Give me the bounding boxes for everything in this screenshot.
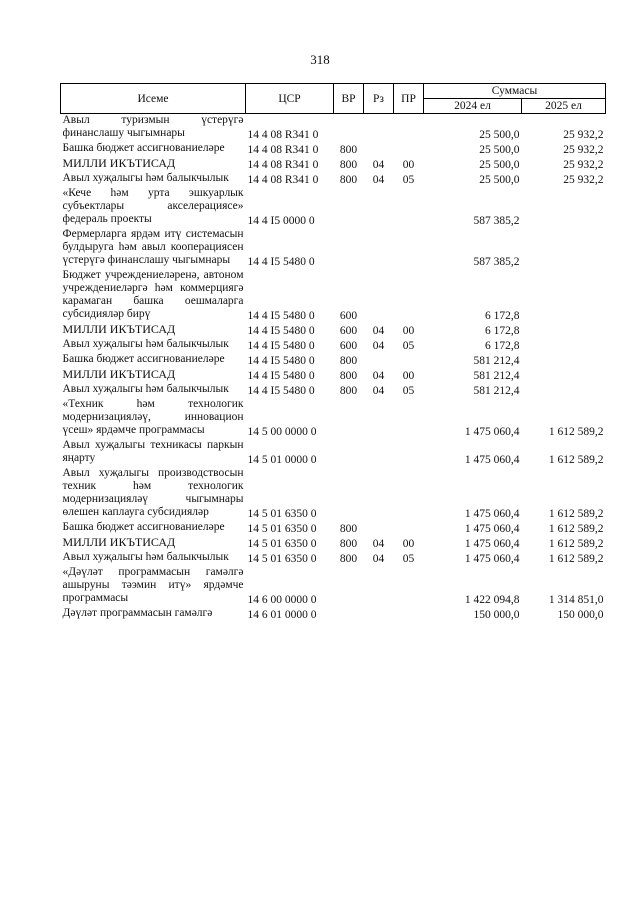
row-pr [394,353,424,368]
row-vr: 800 [339,538,358,550]
row-sum-2025: 1 612 589,2 [548,523,604,535]
row-csr: 14 4 I5 5480 0 [247,340,315,352]
row-name: Башка бюджет ассигнованиеләре [62,521,225,533]
row-sum-2024: 25 500,0 [479,174,520,186]
row-sum-2025: 1 612 589,2 [548,454,604,466]
row-rz [364,467,394,521]
row-name: МИЛЛИ ИКЪТИСАД [62,156,176,170]
row-name: Авыл туризмын үстерүгә финанслашу чыгымнары [62,114,244,139]
row-pr: 05 [402,340,415,352]
row-pr: 05 [402,174,415,186]
row-csr: 14 4 I5 5480 0 [247,370,315,382]
row-pr [394,607,424,622]
table-row [61,142,606,157]
row-csr: 14 5 01 0000 0 [247,454,317,466]
row-rz [364,607,394,622]
row-vr [334,467,364,521]
row-name: МИЛЛИ ИКЪТИСАД [62,535,176,549]
row-vr [334,566,364,607]
table-row [61,398,606,439]
row-sum-2025 [522,323,606,338]
row-sum-2025: 25 932,2 [563,144,604,156]
row-sum-2024: 1 475 060,4 [464,523,520,535]
row-rz: 04 [372,340,385,352]
header-name: Исеме [61,84,246,114]
row-sum-2025: 25 932,2 [563,159,604,171]
row-vr [334,607,364,622]
row-sum-2024: 25 500,0 [479,159,520,171]
table-row [61,269,606,323]
row-pr [394,142,424,157]
row-rz [364,142,394,157]
row-sum-2025: 1 612 589,2 [548,553,604,565]
row-pr: 05 [402,385,415,397]
row-name: Дәүләт программасын гамәлгә [62,607,213,619]
row-vr: 600 [339,340,358,352]
row-pr [394,439,424,467]
row-sum-2025: 1 612 589,2 [548,538,604,550]
row-name: МИЛЛИ ИКЪТИСАД [62,322,176,336]
row-rz [364,114,394,143]
row-pr: 00 [402,325,415,337]
table-row [61,172,606,187]
row-rz: 04 [372,553,385,565]
row-rz [364,439,394,467]
row-rz [364,187,394,228]
table-row [61,114,606,143]
row-pr [394,566,424,607]
row-vr: 800 [339,174,358,186]
row-vr: 800 [339,355,358,367]
page-number: 318 [310,52,330,67]
table-row [61,439,606,467]
row-name: Авыл хуҗалыгы техникасы паркын яңарту [62,439,244,464]
row-rz [364,566,394,607]
table-row [61,323,606,338]
row-csr: 14 4 08 R341 0 [247,129,319,141]
table-row [61,187,606,228]
header-rz: Рз [364,84,394,114]
row-name: Фермерларга ярдәм итү системасын булдыруга һәм авыл кооперациясен үстерүгә финанслашу чыгымнары [62,228,244,266]
table-row [61,607,606,622]
row-pr [394,398,424,439]
table-row [61,353,606,368]
row-vr [334,114,364,143]
row-sum-2025: 1 612 589,2 [548,426,604,438]
row-csr: 14 4 I5 5480 0 [247,355,315,367]
table-row [61,368,606,383]
table-header [61,84,606,114]
table-row [61,536,606,551]
header-pr: ПР [394,84,424,114]
row-name: Авыл хуҗалыгы производствосын техник һәм технологик модернизацияләү чыгымнары өлешен каплауга субсидияләр [62,467,244,518]
row-sum-2024: 25 500,0 [479,144,520,156]
row-pr: 00 [402,370,415,382]
row-sum-2025: 150 000,0 [557,609,604,621]
row-sum-2024: 587 385,2 [473,215,520,227]
row-sum-2024: 6 172,8 [485,325,520,337]
row-name: «Техник һәм технологик модернизацияләү, инновацион үсеш» ярдәмче программасы [62,398,244,436]
row-csr: 14 5 01 6350 0 [247,523,317,535]
row-sum-2025: 25 932,2 [563,129,604,141]
row-vr: 800 [339,523,358,535]
row-sum-2025 [522,338,606,353]
row-vr [334,187,364,228]
row-vr [334,439,364,467]
row-vr: 800 [339,553,358,565]
row-pr [394,521,424,536]
row-rz: 04 [372,325,385,337]
row-rz [364,353,394,368]
row-csr: 14 5 00 0000 0 [247,426,317,438]
row-sum-2025 [522,383,606,398]
row-sum-2024: 150 000,0 [473,609,520,621]
row-name: Авыл хуҗалыгы һәм балыкчылык [62,338,229,350]
row-name: Авыл хуҗалыгы һәм балыкчылык [62,383,229,395]
row-pr [394,269,424,323]
row-rz: 04 [372,174,385,186]
table-row [61,228,606,269]
row-sum-2024: 581 212,4 [473,370,520,382]
row-csr: 14 4 08 R341 0 [247,174,319,186]
row-sum-2024: 587 385,2 [473,256,520,268]
row-vr: 800 [339,144,358,156]
row-sum-2025: 1 612 589,2 [548,508,604,520]
row-sum-2024: 1 475 060,4 [464,454,520,466]
table-row [61,338,606,353]
row-rz [364,521,394,536]
row-vr: 800 [339,385,358,397]
row-sum-2025 [522,353,606,368]
row-name: Бюджет учреждениеләренә, автоном учреждениеләргә һәм коммерциягә карамаган башка оешмаларга субсидияләр бирү [62,269,244,320]
row-name: Башка бюджет ассигнованиеләре [62,353,225,365]
row-sum-2024: 1 422 094,8 [464,594,520,606]
row-csr: 14 5 01 6350 0 [247,508,317,520]
row-csr: 14 4 08 R341 0 [247,159,319,171]
table-body [61,114,606,623]
row-sum-2024: 581 212,4 [473,385,520,397]
row-sum-2025: 25 932,2 [563,174,604,186]
table-row [61,566,606,607]
table-row [61,467,606,521]
row-name: Авыл хуҗалыгы һәм балыкчылык [62,551,229,563]
row-sum-2025 [522,187,606,228]
row-csr: 14 6 00 0000 0 [247,594,317,606]
row-sum-2025 [522,368,606,383]
row-rz: 04 [372,159,385,171]
row-rz: 04 [372,385,385,397]
row-csr: 14 4 I5 5480 0 [247,256,315,268]
row-vr: 800 [339,370,358,382]
row-sum-2025 [522,228,606,269]
row-rz: 04 [372,370,385,382]
row-name: «Дәүләт программасын гамәлгә ашыруны тәэмин итү» ярдәмче программасы [62,566,244,604]
header-year-2025: 2025 ел [522,99,606,114]
row-sum-2025 [522,269,606,323]
row-rz [364,228,394,269]
row-vr: 600 [339,325,358,337]
row-csr: 14 4 I5 5480 0 [247,310,315,322]
header-year-2024: 2024 ел [424,99,522,114]
row-csr: 14 5 01 6350 0 [247,553,317,565]
row-csr: 14 4 I5 5480 0 [247,385,315,397]
table-row [61,551,606,566]
row-rz [364,398,394,439]
row-csr: 14 4 I5 5480 0 [247,325,315,337]
table-row [61,157,606,172]
row-pr [394,187,424,228]
row-csr: 14 4 I5 0000 0 [247,215,315,227]
row-sum-2024: 1 475 060,4 [464,553,520,565]
row-pr: 00 [402,159,415,171]
row-name: Башка бюджет ассигнованиеләре [62,142,225,154]
header-vr: ВР [334,84,364,114]
row-sum-2025: 1 314 851,0 [548,594,604,606]
table-row [61,521,606,536]
row-vr: 800 [339,159,358,171]
row-vr [334,398,364,439]
row-pr: 00 [402,538,415,550]
row-sum-2024: 1 475 060,4 [464,538,520,550]
row-rz [364,269,394,323]
row-rz: 04 [372,538,385,550]
row-vr [334,228,364,269]
row-sum-2024: 25 500,0 [479,129,520,141]
row-name: Авыл хуҗалыгы һәм балыкчылык [62,172,229,184]
row-sum-2024: 1 475 060,4 [464,426,520,438]
row-sum-2024: 1 475 060,4 [464,508,520,520]
row-sum-2024: 6 172,8 [485,340,520,352]
row-pr [394,114,424,143]
row-name: «Кече һәм урта эшкуарлык субъектлары акселерациясе» федераль проекты [62,187,244,225]
row-csr: 14 4 08 R341 0 [247,144,319,156]
row-csr: 14 5 01 6350 0 [247,538,317,550]
row-pr [394,228,424,269]
table-row [61,383,606,398]
row-csr: 14 6 01 0000 0 [247,609,317,621]
row-pr: 05 [402,553,415,565]
header-csr: ЦСР [246,84,334,114]
row-sum-2024: 581 212,4 [473,355,520,367]
budget-table [60,83,606,622]
row-pr [394,467,424,521]
row-sum-2024: 6 172,8 [485,310,520,322]
row-vr: 600 [339,310,358,322]
row-name: МИЛЛИ ИКЪТИСАД [62,367,176,381]
header-sums: Суммасы [424,84,606,99]
